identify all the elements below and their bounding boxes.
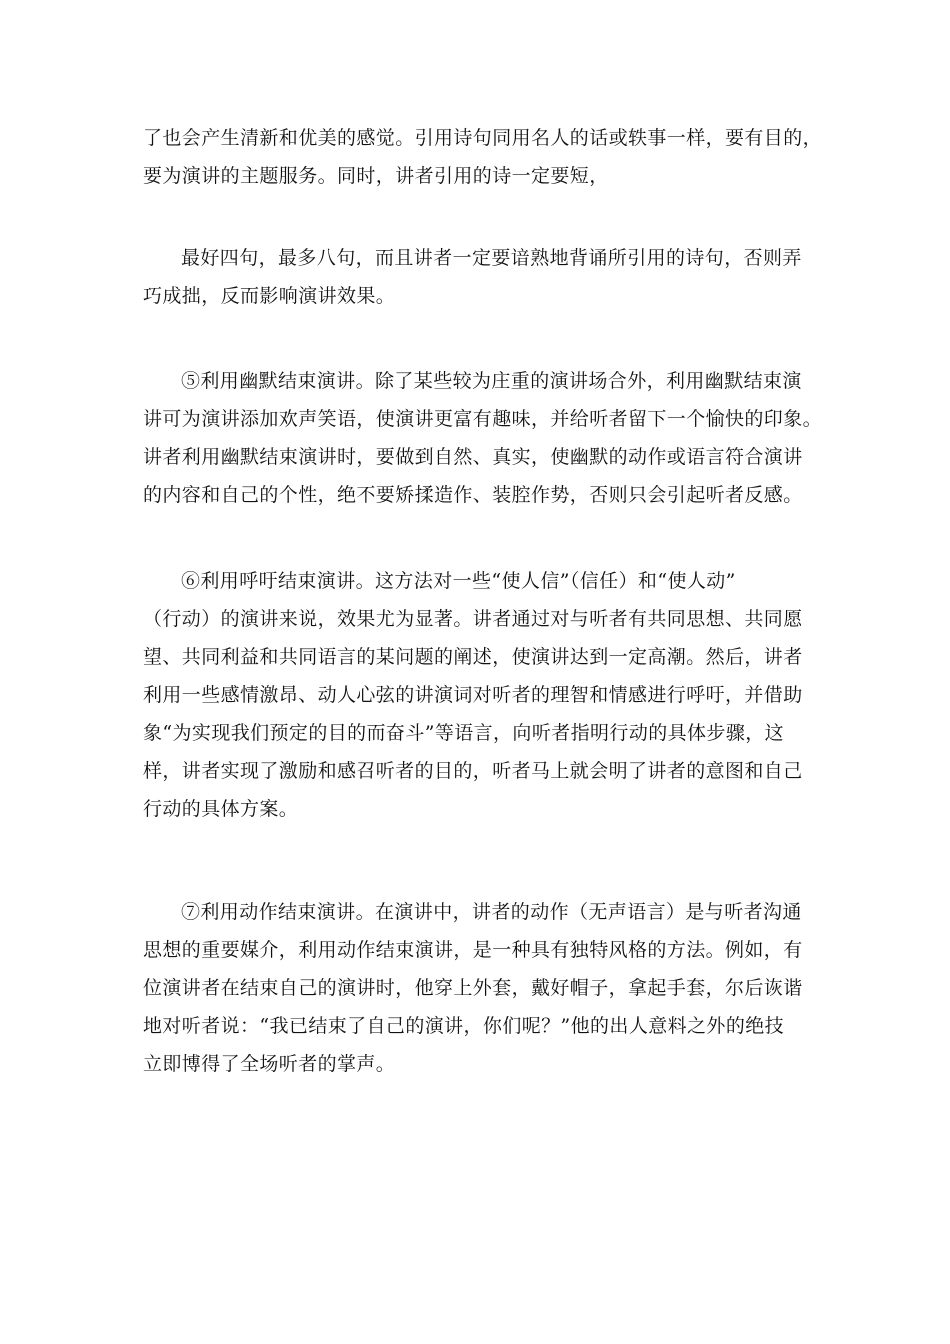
paragraph-line: 讲者利用幽默结束演讲时，要做到自然、真实，使幽默的动作或语言符合演讲 [143, 446, 803, 468]
paragraph-line: 最好四句，最多八句，而且讲者一定要谙熟地背诵所引用的诗句，否则弄 [181, 247, 802, 269]
paragraph-line: 思想的重要媒介，利用动作结束演讲，是一种具有独特风格的方法。例如，有 [143, 939, 803, 961]
paragraph-line: 利用一些感情激昂、动人心弦的讲演词对听者的理智和情感进行呼吁，并借助 [143, 684, 803, 706]
paragraph-line: 地对听者说：“我已结束了自己的演讲，你们呢？”他的出人意料之外的绝技 [143, 1015, 785, 1037]
paragraph-4 [143, 562, 813, 828]
paragraph-line: 的内容和自己的个性，绝不要矫揉造作、装腔作势，否则只会引起听者反感。 [143, 484, 803, 506]
paragraph-line: ⑦利用动作结束演讲。在演讲中，讲者的动作（无声语言）是与听者沟通 [181, 901, 802, 923]
paragraph-line: 巧成拙，反而影响演讲效果。 [143, 285, 396, 307]
paragraph-line: 样，讲者实现了激励和感召听者的目的，听者马上就会明了讲者的意图和自己 [143, 760, 803, 782]
paragraph-line: 位演讲者在结束自己的演讲时，他穿上外套，戴好帽子，拿起手套，尔后诙谐 [143, 977, 803, 999]
paragraph-line: 望、共同利益和共同语言的某问题的阐述，使演讲达到一定高潮。然后，讲者 [143, 646, 803, 668]
paragraph-1 [143, 119, 823, 195]
paragraph-line: 讲可为演讲添加欢声笑语，使演讲更富有趣味，并给听者留下一个愉快的印象。 [143, 408, 823, 430]
paragraph-3 [143, 362, 823, 514]
paragraph-5 [143, 893, 813, 1083]
paragraph-line: 立即博得了全场听者的掌声。 [143, 1053, 396, 1075]
paragraph-line: 行动的具体方案。 [143, 798, 299, 820]
paragraph-line: 要为演讲的主题服务。同时，讲者引用的诗一定要短， [143, 165, 609, 187]
paragraph-line: ⑤利用幽默结束演讲。除了某些较为庄重的演讲场合外，利用幽默结束演 [181, 370, 802, 392]
paragraph-line: （行动）的演讲来说，效果尤为显著。讲者通过对与听者有共同思想、共同愿 [143, 608, 803, 630]
paragraph-line: ⑥利用呼吁结束演讲。这方法对一些“使人信”（信任）和“使人动” [181, 570, 736, 592]
paragraph-2 [143, 239, 813, 315]
paragraph-line: 象“为实现我们预定的目的而奋斗”等语言，向听者指明行动的具体步骤，这 [143, 722, 785, 744]
paragraph-line: 了也会产生清新和优美的感觉。引用诗句同用名人的话或轶事一样，要有目的， [143, 127, 823, 149]
